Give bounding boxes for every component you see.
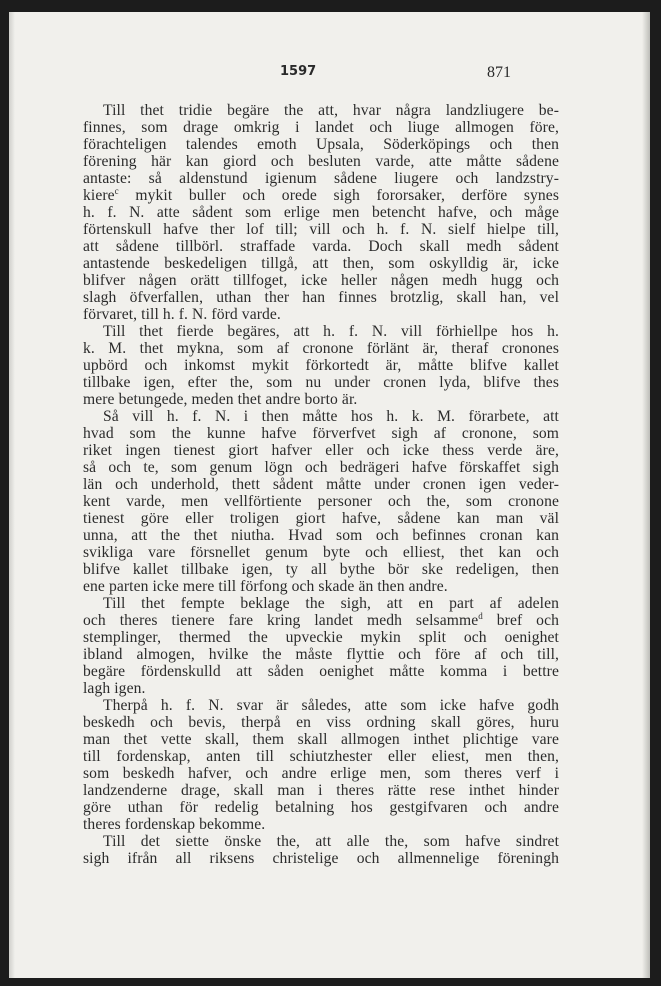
text-line: förtenskull hafve ther lof till; vill och h. f. N. sielf hielpe till,: [83, 221, 559, 238]
text-fragment: och theres tienere fare kring landet medh selsamme: [83, 612, 479, 629]
text-fragment: bref och: [496, 612, 559, 629]
text-line: begäre fördenskulld att såden oenighet måtte komma i bettre: [83, 663, 559, 680]
text-line: tillbake igen, efter the, som nu under cronen lyda, blifve thes: [83, 374, 559, 391]
text-line: slagh öfverfallen, uthan ther han finnes brotzlig, skall han, vel: [83, 289, 559, 306]
text-line: man thet vette skall, them skall allmogen inthet plichtige vare: [83, 731, 559, 748]
text-line: som beskedh hafver, och andre erlige men, som theres verf i: [83, 765, 559, 782]
text-line: unna, att the thet niutha. Hvad som och befinnes cronan kan: [83, 527, 559, 544]
page-left-edge: [9, 12, 15, 978]
year-heading: 1597: [280, 64, 317, 79]
text-line: hvad som the kunne hafve förverfvet sigh af cronone, som: [83, 425, 559, 442]
page-number: 871: [487, 64, 511, 81]
text-line: län och underhold, thett sådent måtte under cronen igen veder-: [83, 476, 559, 493]
page-right-edge: [642, 12, 650, 978]
footnote-mark: c: [114, 185, 119, 196]
text-line: landzenderne drage, skall man i theres rätte rese inthet hinder: [83, 782, 559, 799]
text-line: svikliga vare försnellet genum byte och elliest, thet kan och: [83, 544, 559, 561]
text-line: blifve kallet tillbake igen, ty all bythe bör ske redeligen, then: [83, 561, 559, 578]
text-line: riket ingen tienest giort hafver eller och icke thess verde äre,: [83, 442, 559, 459]
text-line: Till thet fierde begäres, att h. f. N. vill förhiellpe hos h.: [103, 323, 559, 340]
text-line: ene parten icke mere till förfong och skade än then andre.: [83, 578, 448, 595]
text-line: förachteligen talendes emoth Upsala, Söderköpings och then: [83, 136, 559, 153]
text-line: Så vill h. f. N. i then måtte hos h. k. M. förarbete, att: [103, 408, 559, 425]
text-line: blifver någen orätt tillfoget, icke heller någen medh hugg och: [83, 272, 559, 289]
text-line: Till thet fempte beklage the sigh, att en part af adelen: [103, 595, 559, 612]
text-line: göre uthan för redelig betalning hos gestgifvaren och andre: [83, 799, 559, 816]
text-line: finnes, som drage omkrig i landet och liuge allmogen före,: [83, 119, 559, 136]
text-line: så och te, som genum lögn och bedrägeri hafve förskaffet sigh: [83, 459, 559, 476]
text-line: Till thet tridie begäre the att, hvar några landzliugere be-: [103, 102, 559, 119]
text-line: förvaret, till h. f. N. förd varde.: [83, 306, 281, 323]
text-line: theres fordenskap bekomme.: [83, 816, 266, 833]
text-line: Till det siette önske the, att alle the, som hafve sindret: [103, 833, 559, 850]
text-line: k. M. thet mykna, som af cronone förlänt är, theraf cronones: [83, 340, 559, 357]
text-line: antastende beskedeligen tillgå, att then, som oskylldig är, icke: [83, 255, 559, 272]
text-line: mere betungede, meden thet andre borto är.: [83, 391, 358, 408]
text-line: tienest göre eller troligen giort hafve, sådene kan man väl: [83, 510, 559, 527]
text-line: antaste: så aldenstund igienum sådene liugere och landzstry-: [83, 170, 559, 187]
footnote-mark: d: [478, 610, 483, 621]
text-line: beskedh och bevis, therpå en viss ordning skall göres, huru: [83, 714, 559, 731]
text-line: stemplinger, thermed the upveckie mykin split och oenighet: [83, 629, 559, 646]
text-line: ibland almogen, hvilke the måste flyttie och före af och till,: [83, 646, 559, 663]
text-line: upbörd och inkomst mykit förkortedt är, måtte blifve kallet: [83, 357, 559, 374]
text-line: till fordenskap, anten till schiutzhester eller eliest, men then,: [83, 748, 559, 765]
text-line: kent varde, men vellförtiente personer och the, som cronone: [83, 493, 559, 510]
text-fragment: mykit buller och orede sigh fororsaker, derföre synes: [135, 187, 559, 204]
text-line: lagh igen.: [83, 680, 146, 697]
text-line: förening här kan giord och besluten varde, atte måtte sådene: [83, 153, 559, 170]
text-line: h. f. N. atte sådent som erlige men betencht hafve, och måge: [83, 204, 559, 221]
text-line-with-footnote: [83, 187, 559, 204]
text-fragment: kiere: [83, 187, 115, 204]
text-line: sigh ifrån all riksens christelige och allmennelige föreningh: [83, 850, 559, 867]
text-line: att sådene tillbörl. straffade varda. Doch skall medh sådent: [83, 238, 559, 255]
text-line-with-footnote: [83, 612, 559, 629]
text-line: Therpå h. f. N. svar är således, atte som icke hafve godh: [103, 697, 559, 714]
